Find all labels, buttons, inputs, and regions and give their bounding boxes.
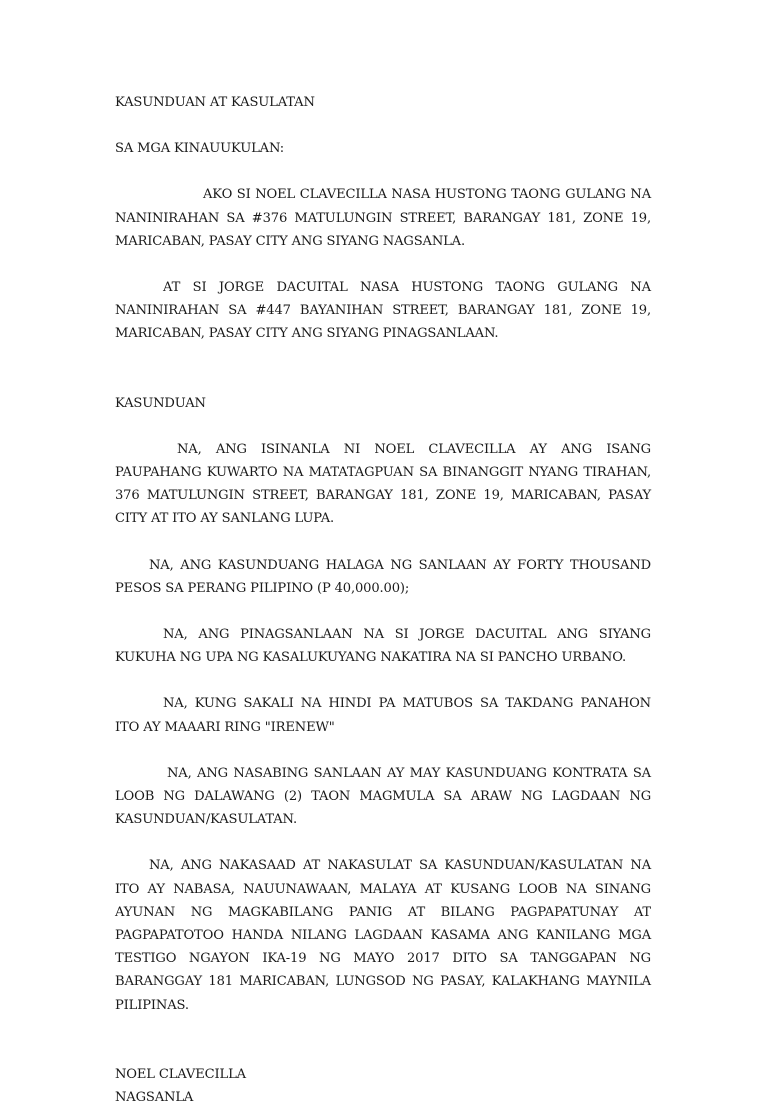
document-title: KASUNDUAN AT KASULATAN	[115, 95, 315, 110]
clause-paragraph: NA, ANG ISINANLA NI NOEL CLAVECILLA AY ANG ISANG PAUPAHANG KUWARTO NA MATATAGPUAN SA BINANGGIT NYANG TIRAHAN, 376 MATULUNGIN STREET, BARANGAY 181, ZONE 19, MARICABAN, PASAY CITY AT ITO AY SANLANG LUPA.	[115, 441, 651, 527]
section-heading: KASUNDUAN	[115, 395, 206, 411]
clause-paragraph: NA, ANG KASUNDUANG HALAGA NG SANLAAN AY FORTY THOUSAND PESOS SA PERANG PILIPINO (P 40,000.00);	[115, 557, 651, 596]
document-page	[115, 91, 651, 1109]
clause-paragraph: NA, ANG NASABING SANLAAN AY MAY KASUNDUANG KONTRATA SA LOOB NG DALAWANG (2) TAON MAGMULA SA ARAW NG LAGDAAN NG KASUNDUAN/KASULATAN.	[115, 765, 651, 828]
party-1-paragraph: AKO SI NOEL CLAVECILLA NASA HUSTONG TAONG GULANG NA NANINIRAHAN SA #376 MATULUNGIN STREET, BARANGAY 181, ZONE 19, MARICABAN, PASAY CITY ANG SIYANG NAGSANLA.	[115, 187, 651, 249]
clause-paragraph: NA, ANG NAKASAAD AT NAKASULAT SA KASUNDUAN/KASULATAN NA ITO AY NABASA, NAUUNAWAAN, MALAYA AT KUSANG LOOB NA SINANG AYUNAN NG MAGKABILANG PANIG AT BILANG PAGPAPATUNAY AT PAGPAPATOTOO HANDA NILANG LAGDAAN KASAMA ANG KANILANG MGA TESTIGO NGAYON IKA-19 NG MAYO 2017 DITO SA TANGGAPAN NG BARANGGAY 181 MARICABAN, LUNGSOD NG PASAY, KALAKHANG MAYNILA PILIPINAS.	[115, 858, 651, 1013]
signatory-role: NAGSANLA	[115, 1090, 194, 1106]
party-2-paragraph: AT SI JORGE DACUITAL NASA HUSTONG TAONG GULANG NA NANINIRAHAN SA #447 BAYANIHAN STREET, BARANGAY 181, ZONE 19, MARICABAN, PASAY CITY ANG SIYANG PINAGSANLAAN.	[115, 280, 651, 342]
clause-paragraph: NA, ANG PINAGSANLAAN NA SI JORGE DACUITAL ANG SIYANG KUKUHA NG UPA NG KASALUKUYANG NAKATIRA NA SI PANCHO URBANO.	[115, 627, 651, 666]
salutation: SA MGA KINAUUKULAN:	[115, 141, 285, 157]
clause-paragraph: NA, KUNG SAKALI NA HINDI PA MATUBOS SA TAKDANG PANAHON ITO AY MAAARI RING "IRENEW"	[115, 696, 651, 735]
signatory-name: NOEL CLAVECILLA	[115, 1066, 246, 1082]
